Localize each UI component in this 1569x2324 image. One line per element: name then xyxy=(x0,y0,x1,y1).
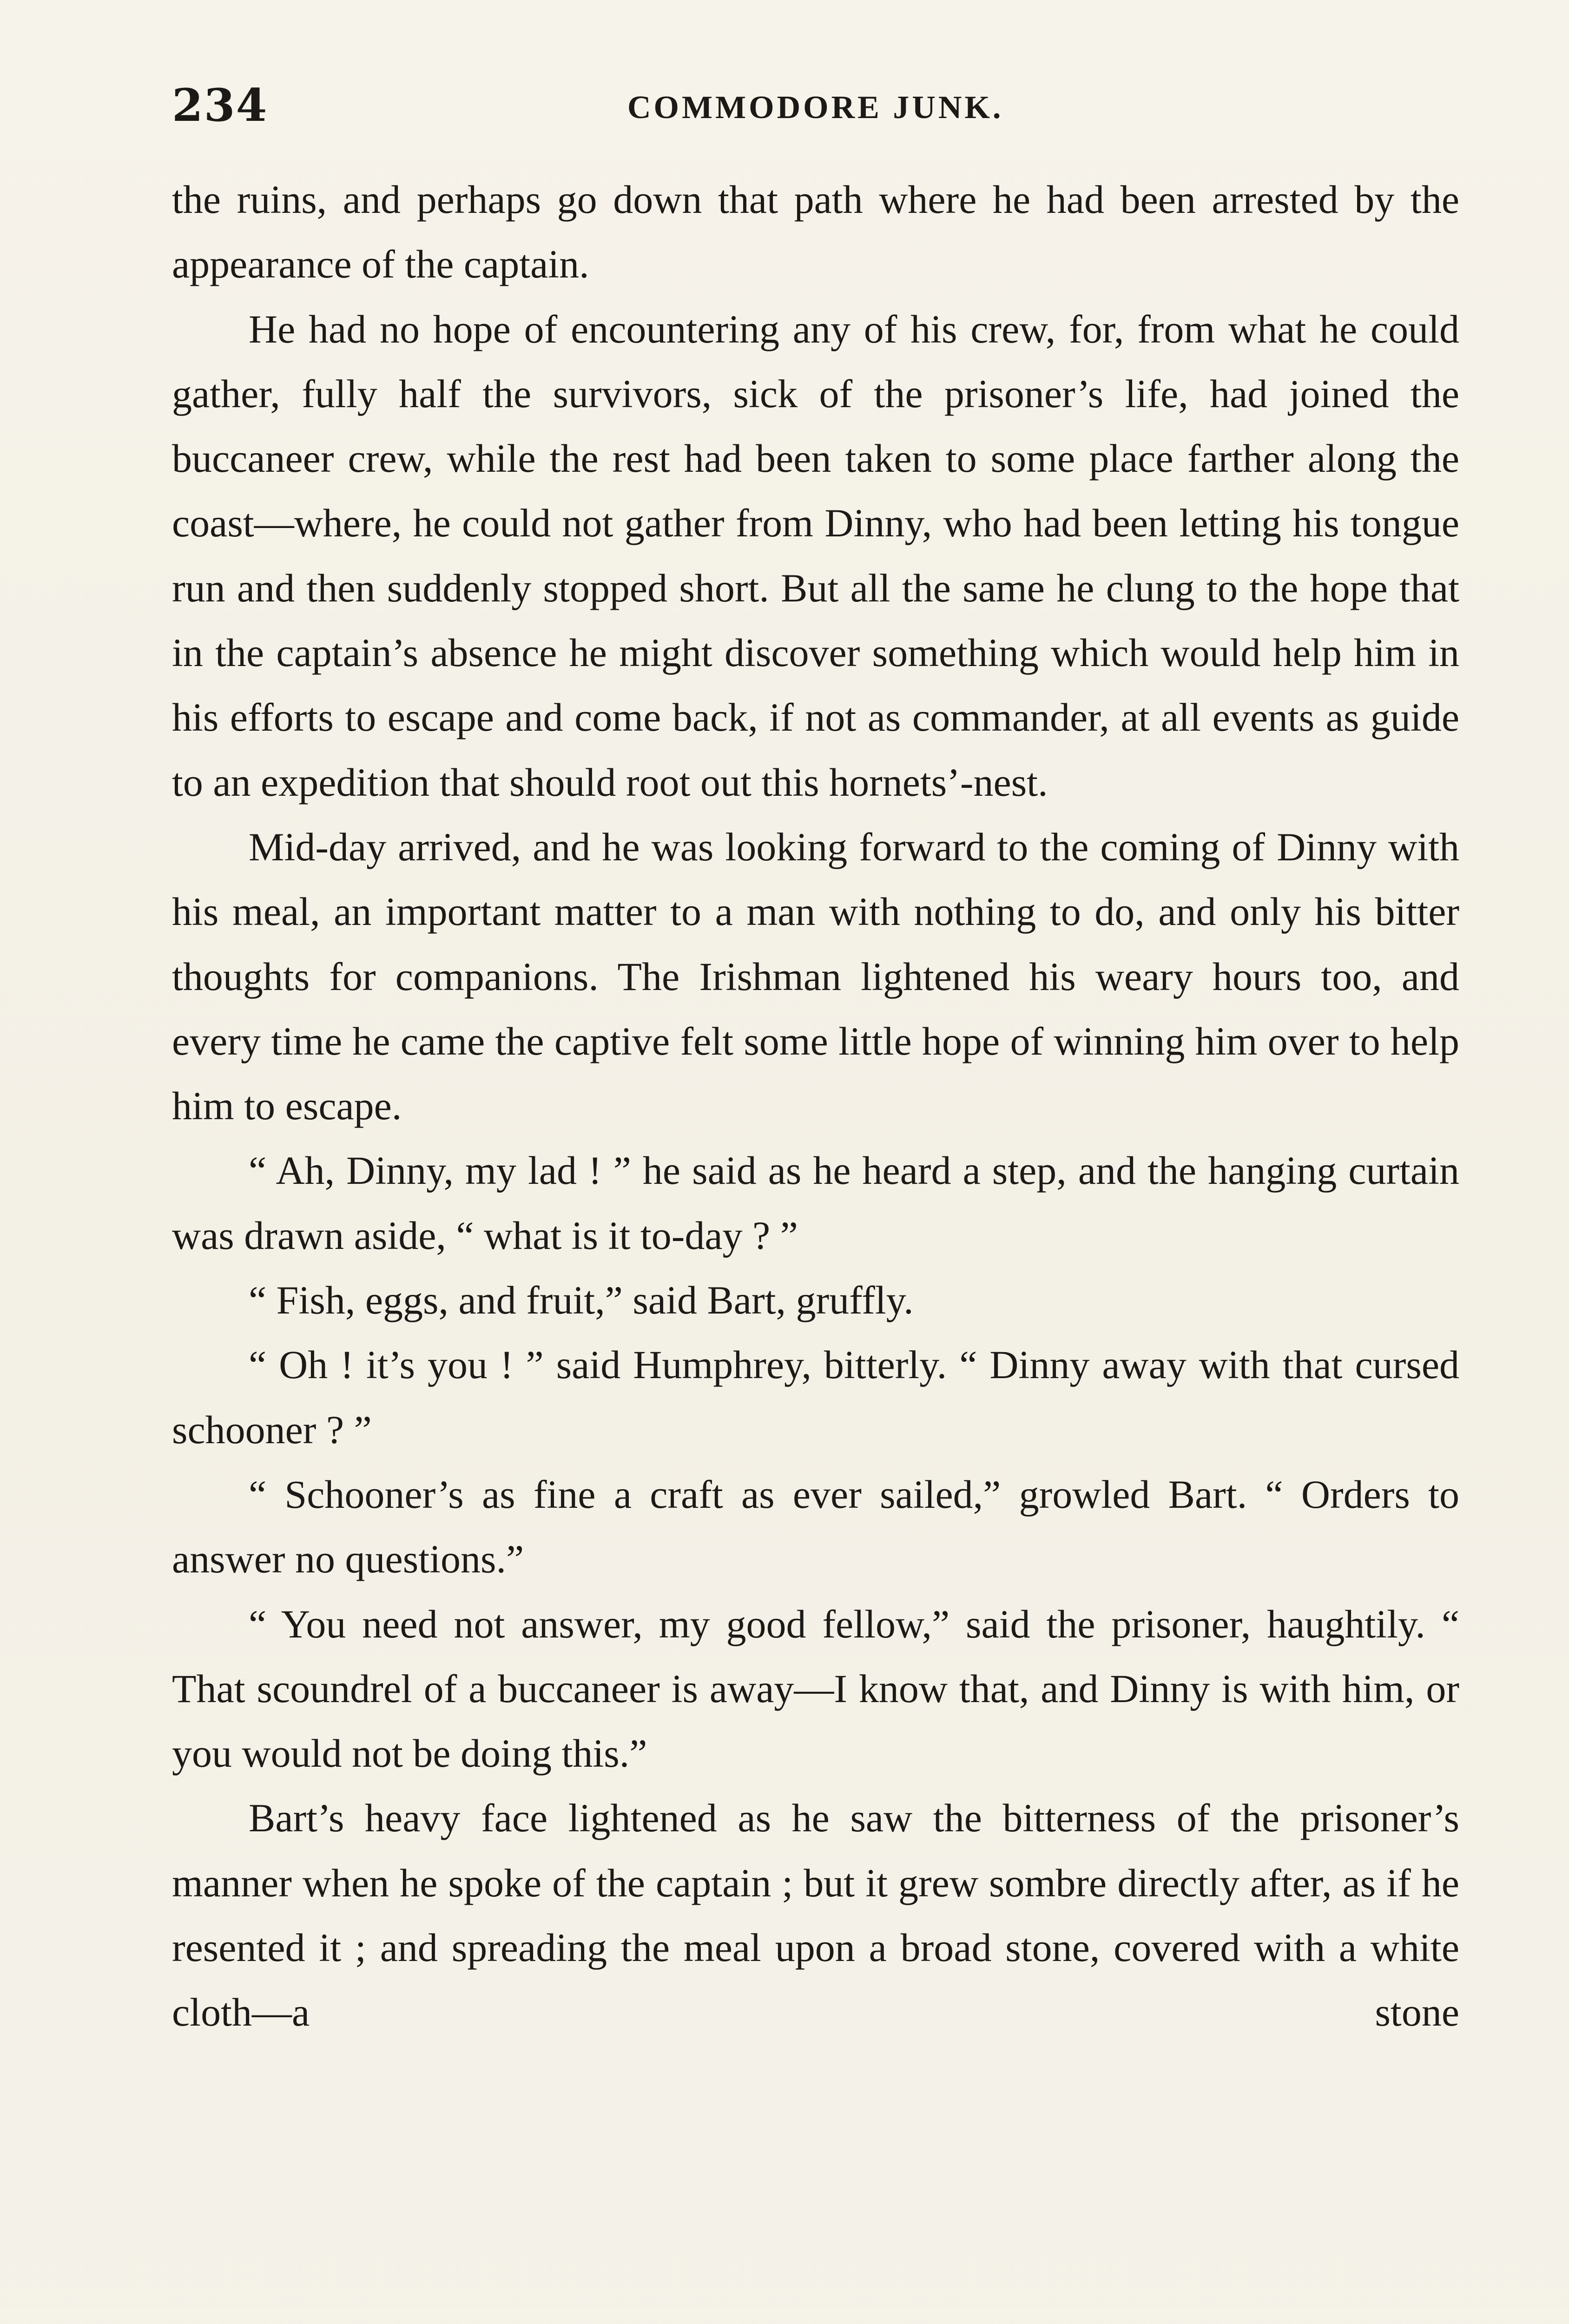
running-head: COMMODORE JUNK. xyxy=(627,90,1004,125)
page-number: 234 xyxy=(172,79,268,132)
paragraph: “ Fish, eggs, and fruit,” said Bart, gruffly. xyxy=(249,1278,914,1323)
paragraph: “ Oh ! it’s you ! ” said Humphrey, bitterly. “ Dinny away with that cursed schooner ? ” xyxy=(172,1342,1459,1452)
page-header xyxy=(172,79,1459,144)
body-text xyxy=(172,167,1459,2045)
paragraph: Mid-day arrived, and he was looking forward to the coming of Dinny with his meal, an important matter to a man with nothing to do, and only his bitter thoughts for companions. The Irishman lightened his weary hours too, and every time he came the captive felt some little hope of winning him over to help him to escape. xyxy=(172,824,1459,1129)
paragraph: “ Schooner’s as fine a craft as ever sailed,” growled Bart. “ Orders to answer no questions.” xyxy=(172,1472,1459,1582)
paragraph: the ruins, and perhaps go down that path where he had been arrested by the appearance of the captain. xyxy=(172,177,1459,287)
paragraph: “ You need not answer, my good fellow,” said the prisoner, haughtily. “ That scoundrel of a buccaneer is away—I know that, and Dinny is with him, or you would not be doing this.” xyxy=(172,1601,1459,1776)
paragraph: He had no hope of encountering any of his crew, for, from what he could gather, fully half the survivors, sick of the prisoner’s life, had joined the buccaneer crew, while the rest had been taken to some place farther along the coast—where, he could not gather from Dinny, who had been letting his tongue run and then suddenly stopped short. But all the same he clung to the hope that in the captain’s absence he might discover something which would help him in his efforts to escape and come back, if not as commander, at all events as guide to an expedition that should root out this hornets’-nest. xyxy=(172,306,1459,805)
paragraph: Bart’s heavy face lightened as he saw the bitterness of the prisoner’s manner when he spoke of the captain ; but it grew sombre directly after, as if he resented it ; and spreading the meal upon a broad stone, covered with a white cloth—a stone xyxy=(172,1796,1459,2035)
paragraph: “ Ah, Dinny, my lad ! ” he said as he heard a step, and the hanging curtain was drawn aside, “ what is it to-day ? ” xyxy=(172,1148,1459,1258)
